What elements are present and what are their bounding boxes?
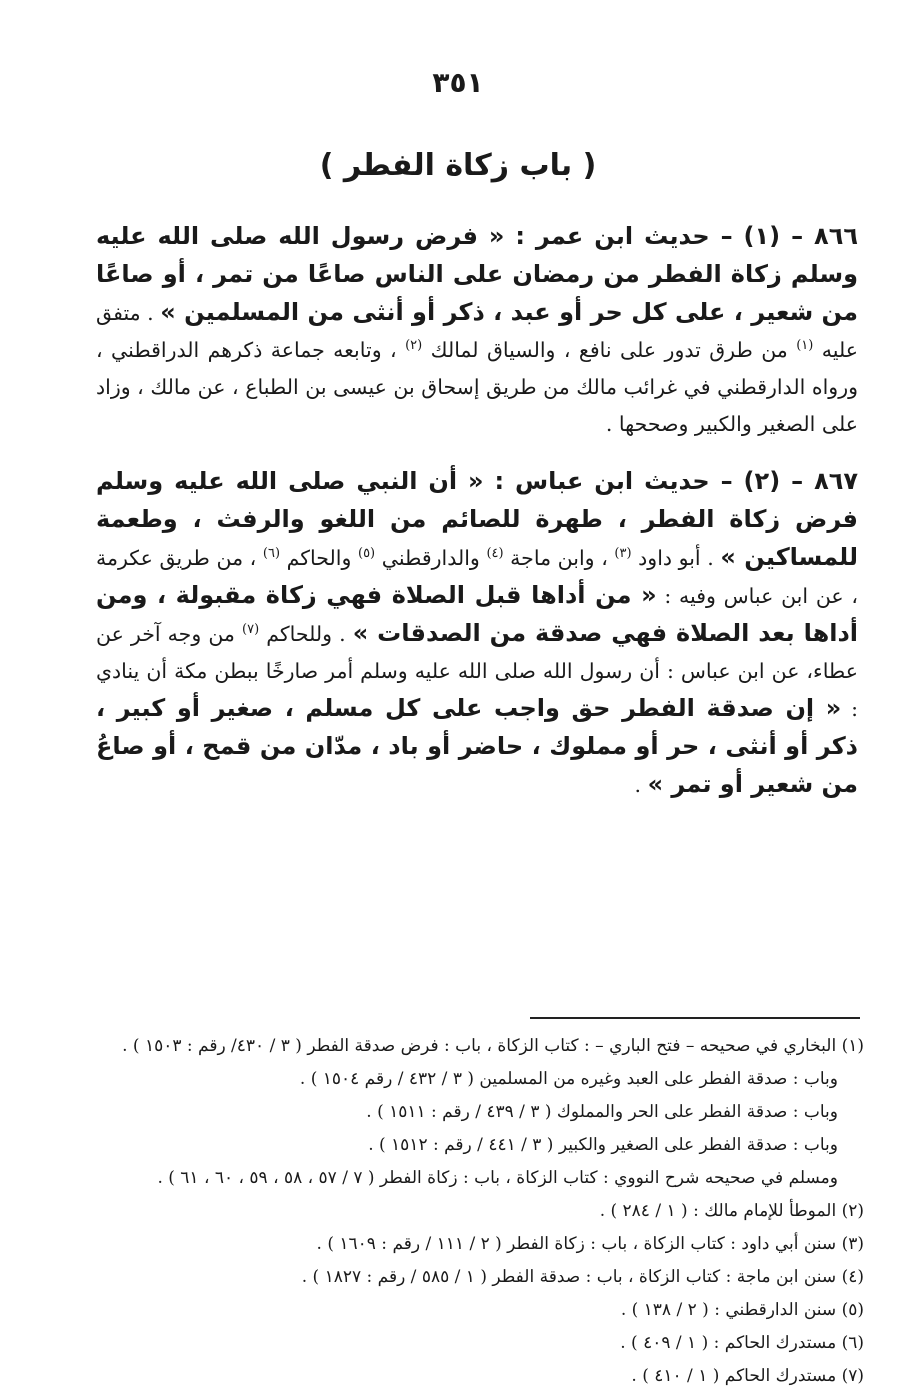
footnote-3: (٣) سنن أبي داود : كتاب الزكاة ، باب : زكاة الفطر ( ٢ / ١١١ / رقم : ١٦٠٩ ) . (316, 1234, 864, 1254)
commentary-text: والحاكم (280, 546, 358, 570)
commentary-text: ، من طريق عكرمة ، عن ابن عباس وفيه : (96, 546, 859, 608)
commentary-text: . أبو داود (631, 546, 721, 570)
footnote-1-item: وباب : صدقة الفطر على الصغير والكبير ( ٣ / ٤٤١ / رقم : ١٥١٢ ) . (368, 1135, 838, 1155)
footnote-4: (٤) سنن ابن ماجة : كتاب الزكاة ، باب : صدقة الفطر ( ١ / ٥٨٥ / رقم : ١٨٢٧ ) . (301, 1267, 864, 1287)
hadith-867-text: ٨٦٧ – (٢) – حديث ابن عباس : « أن النبي صلى الله عليه وسلم فرض زكاة الفطر ، طهرة للصائم من اللغو والرفث ، وطعمة للمساكين » (96, 467, 859, 571)
hadith-867 (96, 463, 858, 804)
footnote-ref-7: (٧) (242, 622, 260, 638)
commentary-text: من طرق تدور على نافع ، والسياق لمالك (422, 338, 797, 362)
commentary-text: . وللحاكم (259, 622, 353, 646)
footnote-2: (٢) الموطأ للإمام مالك : ( ١ / ٢٨٤ ) . (599, 1201, 864, 1221)
hadith-866 (96, 218, 858, 443)
hadith-866-text: ٨٦٦ – (١) – حديث ابن عمر : « فرض رسول الله صلى الله عليه وسلم زكاة الفطر من رمضان على الناس صاعًا من تمر ، أو صاعًا من شعير ، على كل حر أو عبد ، ذكر أو أنثى من المسلمين » (96, 222, 858, 326)
footnote-1: (١) البخاري في صحيحه – فتح الباري – : كتاب الزكاة ، باب : فرض صدقة الفطر ( ٣ / ٤٣٠/ رقم : ١٥٠٣ ) . (122, 1036, 864, 1056)
commentary-text: من وجه آخر عن عطاء، عن ابن عباس : أن رسول الله صلى الله عليه وسلم أمر صارخًا ببطن مكة أن ينادي : (96, 622, 858, 721)
chapter-title: ( باب زكاة الفطر ) (319, 148, 597, 183)
footnote-ref-6: (٦) (262, 546, 281, 562)
commentary-text: ، وابن ماجة (503, 546, 615, 570)
footnote-7: (٧) مستدرك الحاكم ( ١ / ٤١٠ ) . (631, 1366, 864, 1386)
footnote-ref-2: (٢) (405, 338, 423, 354)
main-text (96, 218, 858, 824)
footnote-5: (٥) سنن الدارقطني : ( ٢ / ١٣٨ ) . (620, 1300, 864, 1320)
quoted-narration: « من أداها قبل الصلاة فهي زكاة مقبولة ، ومن أداها بعد الصلاة فهي صدقة من الصدقات » (96, 581, 858, 647)
quoted-narration: « إن صدقة الفطر حق واجب على كل مسلم ، صغير أو كبير ، ذكر أو أنثى ، حر أو مملوك ، حاضر أو باد ، مدّان من قمح ، أو صاعُ من شعير أو تمر » (96, 694, 858, 798)
footnote-1-item: وباب : صدقة الفطر على العبد وغيره من المسلمين ( ٣ / ٤٣٢ / رقم ١٥٠٤ ) . (299, 1069, 838, 1089)
commentary-text: . (634, 773, 648, 797)
footnote-6: (٦) مستدرك الحاكم : ( ١ / ٤٠٩ ) . (620, 1333, 864, 1353)
footnote-ref-1: (١) (796, 338, 814, 354)
commentary-text: والدارقطني (375, 546, 487, 570)
footnote-1-item: ومسلم في صحيحه شرح النووي : كتاب الزكاة ، باب : زكاة الفطر ( ٧ / ٥٧ ، ٥٨ ، ٥٩ ، ٦٠ ، ٦١ ) . (157, 1168, 838, 1188)
footnote-ref-5: (٥) (357, 546, 376, 562)
footnote-divider (530, 1017, 860, 1019)
footnotes (74, 1030, 864, 1393)
footnote-1-item: وباب : صدقة الفطر على الحر والمملوك ( ٣ / ٤٣٩ / رقم : ١٥١١ ) . (366, 1102, 838, 1122)
commentary-text: ، وتابعه جماعة ذكرهم الدراقطني ، ورواه الدارقطني في غرائب مالك من طريق إسحاق بن عيسى بن الطباع ، عن مالك ، وزاد على الصغير والكبير وصححها . (96, 338, 858, 436)
footnote-ref-4: (٤) (486, 546, 504, 562)
commentary-text: . متفق عليه (96, 301, 858, 362)
page-number: ٣٥١ (432, 66, 484, 99)
footnote-ref-3: (٣) (614, 546, 632, 562)
